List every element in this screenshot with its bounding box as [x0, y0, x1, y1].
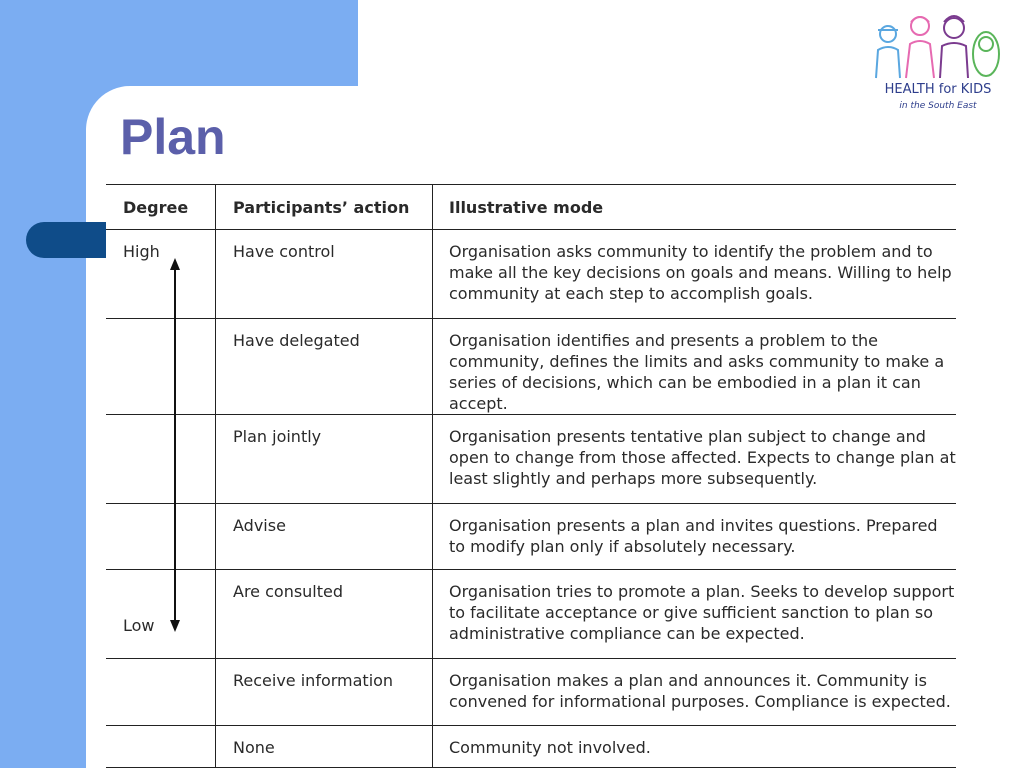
cell-mode: Organisation identifies and presents a problem to the community, defines the limits and asks community to make a series of decisions, which can be embodied in a plan it can accept.: [433, 319, 957, 415]
cell-action: Are consulted: [216, 570, 433, 659]
table-row: [106, 659, 956, 726]
participation-table: [106, 184, 956, 768]
cell-degree: [106, 570, 216, 659]
cell-degree: [106, 415, 216, 504]
cell-degree: [106, 504, 216, 570]
cell-mode: Organisation makes a plan and announces it. Community is convened for informational purposes. Compliance is expected.: [433, 659, 957, 726]
header-action: Participants’ action: [216, 185, 433, 230]
degree-low-label: Low: [123, 616, 155, 635]
accent-tab: [26, 222, 106, 258]
cell-mode: Organisation tries to promote a plan. Seeks to develop support to facilitate acceptance or give sufficient sanction to plan so administrative compliance can be expected.: [433, 570, 957, 659]
table-row: [106, 726, 956, 768]
table-row: [106, 504, 956, 570]
cell-mode: Organisation presents tentative plan subject to change and open to change from those affected. Expects to change plan at least slightly and perhaps more subsequently.: [433, 415, 957, 504]
degree-arrow-icon: [168, 258, 182, 632]
cell-mode: Organisation asks community to identify the problem and to make all the key decisions on goals and means. Willing to help community at each step to accomplish goals.: [433, 230, 957, 319]
cell-action: Advise: [216, 504, 433, 570]
cell-action: Have control: [216, 230, 433, 319]
header-mode: Illustrative mode: [433, 185, 957, 230]
cell-degree: [106, 319, 216, 415]
cell-action: Have delegated: [216, 319, 433, 415]
table-row: [106, 319, 956, 415]
table-header-row: [106, 185, 956, 230]
cell-degree: High: [106, 230, 216, 319]
page-title: Plan: [120, 109, 226, 165]
cell-action: Plan jointly: [216, 415, 433, 504]
logo-name: HEALTH for KIDS: [884, 82, 992, 97]
health-for-kids-logo: [868, 12, 1008, 116]
header-degree: Degree: [106, 185, 216, 230]
table-row: [106, 230, 956, 319]
table-row: [106, 415, 956, 504]
cell-action: None: [216, 726, 433, 768]
kids-figures-icon: [868, 12, 1008, 82]
cell-mode: Organisation presents a plan and invites questions. Prepared to modify plan only if absolutely necessary.: [433, 504, 957, 570]
cell-mode: Community not involved.: [433, 726, 957, 768]
cell-degree: [106, 659, 216, 726]
table-row: [106, 570, 956, 659]
cell-action: Receive information: [216, 659, 433, 726]
logo-subtitle: in the South East: [899, 101, 977, 111]
cell-degree: [106, 726, 216, 768]
